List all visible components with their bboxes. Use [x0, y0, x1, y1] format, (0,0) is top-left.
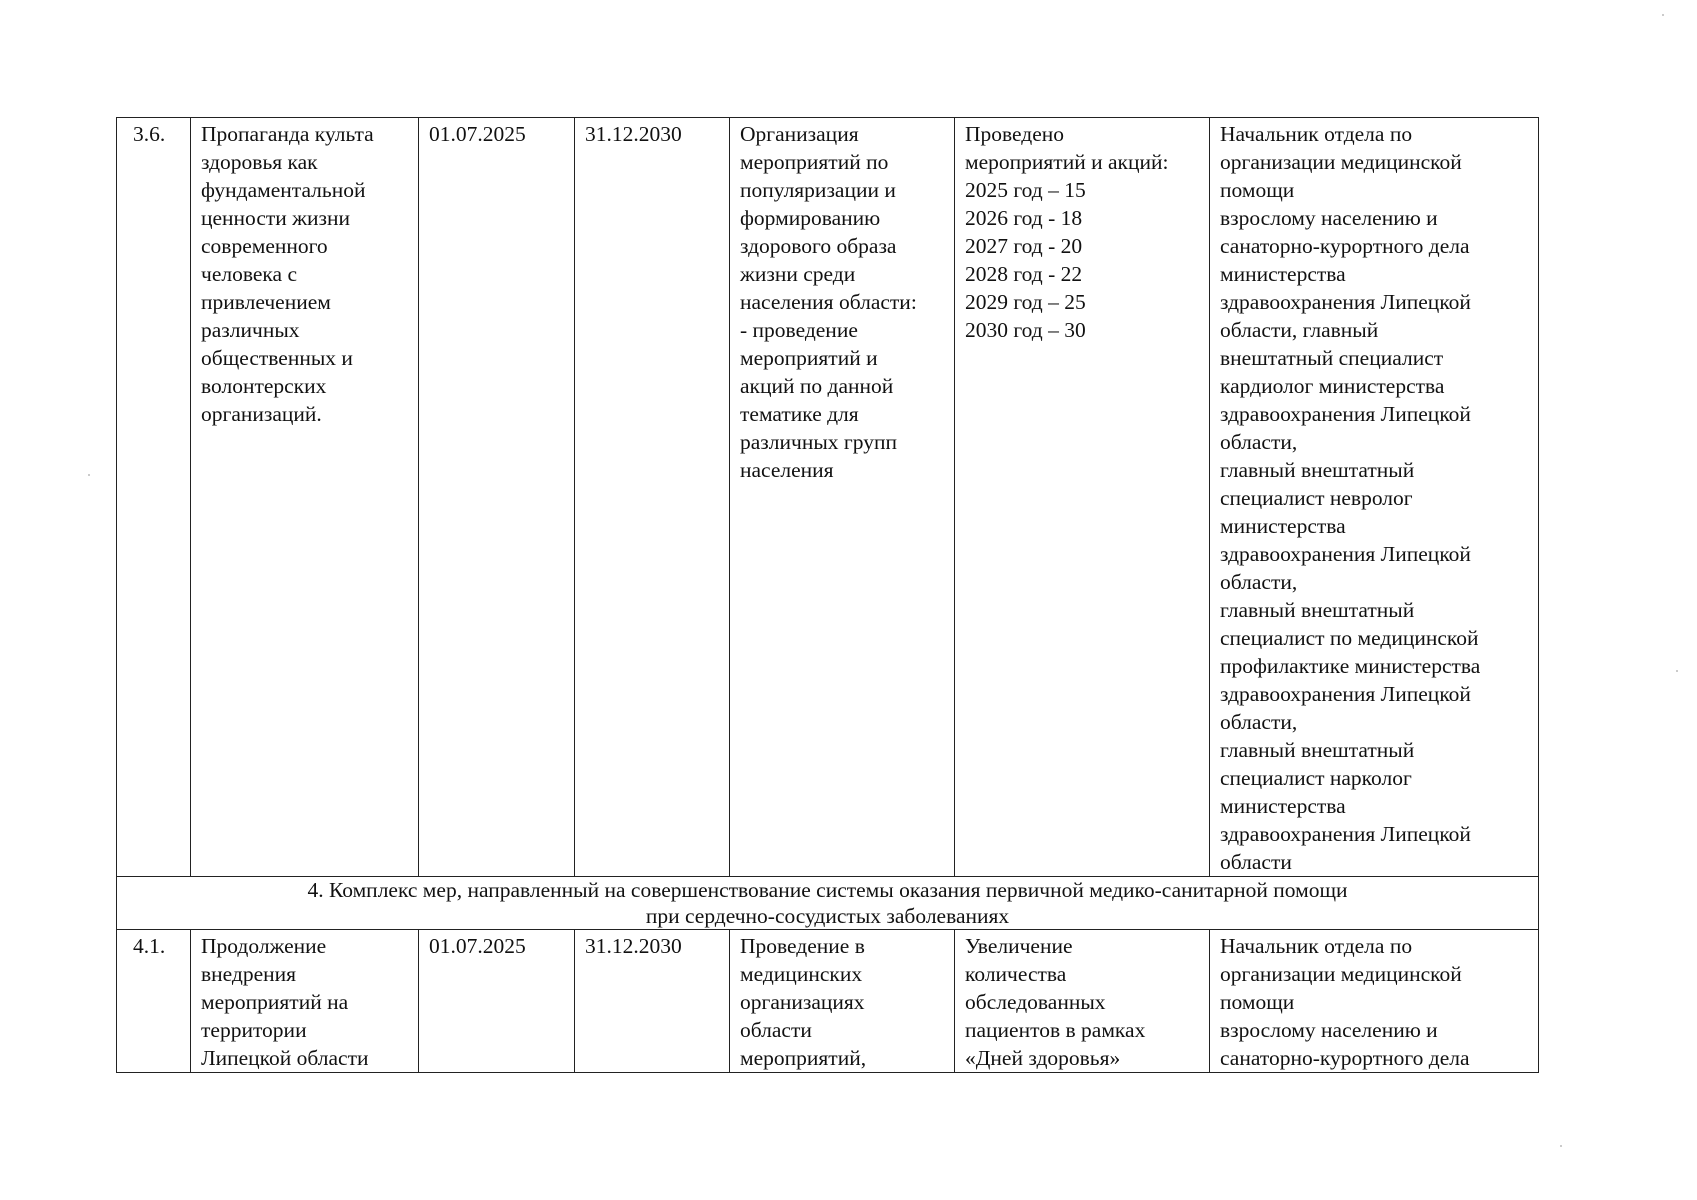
section-header-row	[117, 877, 1539, 930]
responsible-person: Начальник отдела по организации медицинской помощи взрослому населению и санаторно-курортного дела	[1210, 930, 1539, 1073]
row-number: 4.1.	[117, 930, 191, 1073]
scan-speck	[1662, 14, 1664, 16]
row-number: 3.6.	[117, 118, 191, 877]
table-row	[117, 930, 1539, 1073]
expected-result: Проведено мероприятий и акций: 2025 год – 15 2026 год - 18 2027 год - 20 2028 год - 22 2029 год – 25 2030 год – 30	[955, 118, 1210, 877]
responsible-person: Начальник отдела по организации медицинской помощи взрослому населению и санаторно-курортного дела министерства здравоохранения Липецкой области, главный внештатный специалист кардиолог министерства здравоохранения Липецкой области, главный внештатный специалист невролог министерства здравоохранения Липецкой области, главный внештатный специалист по медицинской профилактике министерства здравоохранения Липецкой области, главный внештатный специалист нарколог министерства здравоохранения Липецкой области	[1210, 118, 1539, 877]
end-date: 31.12.2030	[575, 118, 730, 877]
scan-speck	[1560, 1145, 1562, 1147]
expected-result: Увеличение количества обследованных пациентов в рамках «Дней здоровья»	[955, 930, 1210, 1073]
scan-speck	[88, 474, 90, 476]
end-date: 31.12.2030	[575, 930, 730, 1073]
measure-content: Проведение в медицинских организациях области мероприятий,	[730, 930, 955, 1073]
start-date: 01.07.2025	[419, 930, 575, 1073]
measures-table	[116, 117, 1539, 1073]
section-title: 4. Комплекс мер, направленный на совершенствование системы оказания первичной медико-санитарной помощи при сердечно-сосудистых заболеваниях	[117, 877, 1539, 930]
table-row	[117, 118, 1539, 877]
scan-speck	[1676, 670, 1678, 672]
measure-content: Организация мероприятий по популяризации и формированию здорового образа жизни среди населения области: - проведение мероприятий и акций по данной тематике для различных групп населения	[730, 118, 955, 877]
measure-name: Продолжение внедрения мероприятий на территории Липецкой области	[191, 930, 419, 1073]
start-date: 01.07.2025	[419, 118, 575, 877]
measure-name: Пропаганда культа здоровья как фундаментальной ценности жизни современного человека с привлечением различных общественных и волонтерских организаций.	[191, 118, 419, 877]
